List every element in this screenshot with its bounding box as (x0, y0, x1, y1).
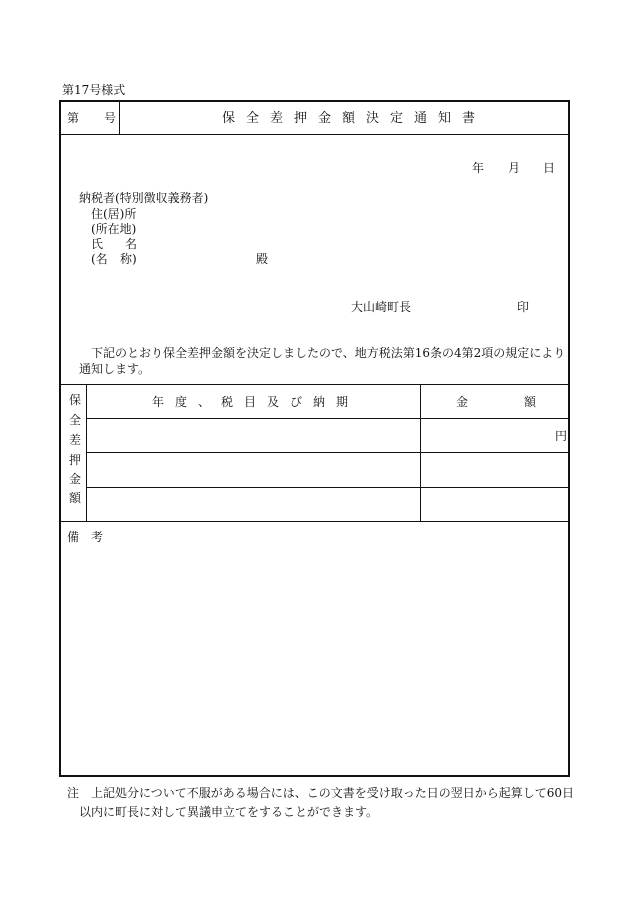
issuer-name: 大山崎町長 (351, 300, 412, 314)
date-month: 月 (508, 161, 521, 175)
side-label-char-6: 額 (68, 491, 81, 505)
note-line-1: 上記処分について不服がある場合には、この文書を受け取った日の翌日から起算して60日 (91, 786, 575, 800)
table-row-line-3 (86, 487, 570, 488)
note-line-2: 以内に町長に対して異議申立てをすることができます。 (79, 805, 379, 819)
location-label: (所在地) (91, 222, 137, 236)
date-day: 日 (543, 161, 556, 175)
seal-mark: 印 (517, 300, 530, 314)
column-header-amount-b: 額 (524, 395, 537, 409)
form-number: 第17号様式 (62, 83, 126, 97)
table-row-line-1 (86, 418, 570, 419)
yen-unit: 円 (555, 429, 568, 443)
name-label-shi: 氏 (91, 237, 104, 251)
address-label: 住(居)所 (91, 207, 137, 221)
taxpayer-label: 納税者(特別徴収義務者) (79, 191, 209, 205)
header-divider (119, 101, 120, 134)
remarks-label-a: 備 (67, 530, 80, 544)
header-bottom-line (60, 134, 570, 135)
document-title: 保全差押金額決定通知書 (222, 111, 487, 126)
table-row-line-2 (86, 452, 570, 453)
side-label-char-2: 全 (68, 413, 81, 427)
table-top-line (60, 384, 570, 385)
column-header-amount-a: 金 (456, 395, 469, 409)
number-label-go: 号 (104, 111, 117, 125)
side-label-char-3: 差 (68, 433, 81, 447)
note-mark: 注 (67, 786, 80, 800)
name-alt-label-a: (名 (91, 252, 108, 266)
table-bottom-line (60, 521, 570, 522)
side-label-divider (86, 385, 87, 521)
number-label-dai: 第 (67, 111, 80, 125)
amount-column-divider (420, 385, 421, 521)
side-label-char-5: 金 (68, 472, 81, 486)
body-line-1: 下記のとおり保全差押金額を決定しましたので、地方税法第16条の4第2項の規定により (91, 346, 566, 360)
side-label-char-4: 押 (68, 453, 81, 467)
honorific: 殿 (256, 252, 269, 266)
column-header-period: 年度、税目及び納期 (152, 395, 360, 409)
body-line-2: 通知します。 (79, 362, 151, 376)
side-label-char-1: 保 (68, 393, 81, 407)
name-label-mei: 名 (125, 237, 138, 251)
name-alt-label-b: 称) (120, 252, 137, 266)
date-year: 年 (472, 161, 485, 175)
remarks-label-b: 考 (91, 530, 104, 544)
